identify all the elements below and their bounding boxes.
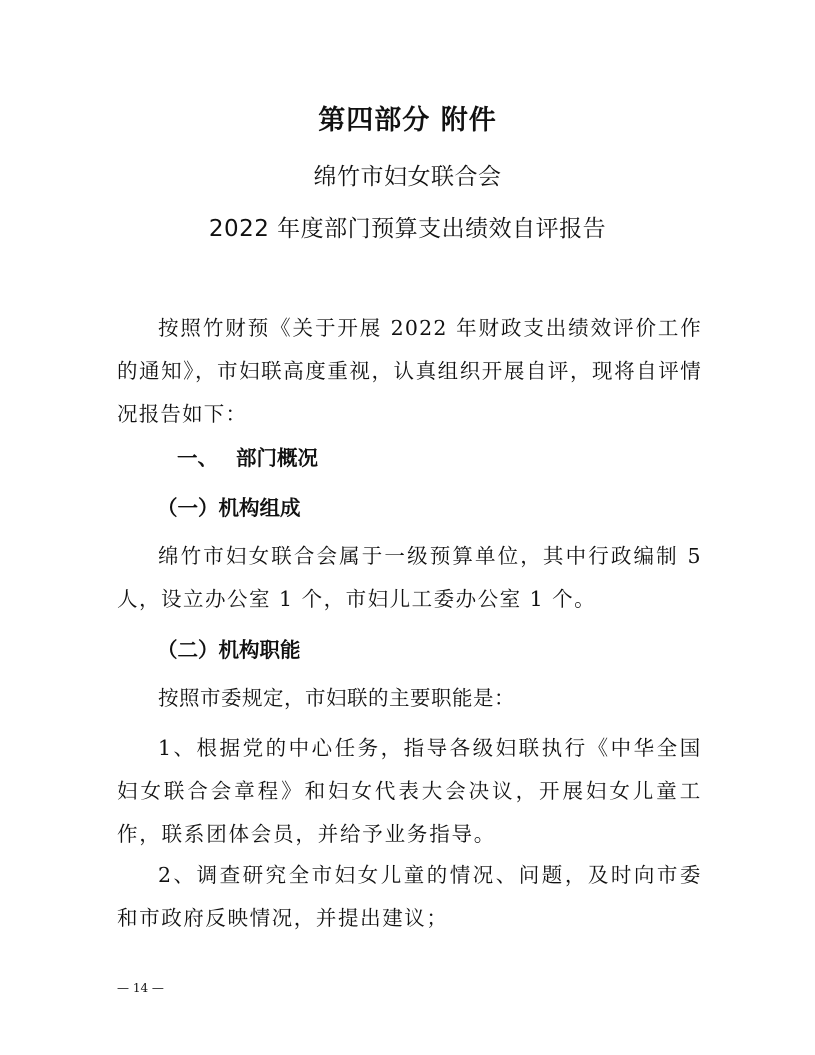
function-item-2: 2、调查研究全市妇女儿童的情况、问题，及时向市委和市政府反映情况，并提出建议； (117, 863, 702, 930)
subsection-heading-composition: （一）机构组成 (157, 496, 301, 520)
page-number: — 14 — (117, 981, 164, 995)
document-title: 第四部分 附件 (318, 105, 497, 136)
functions-intro-paragraph: 按照市委规定，市妇联的主要职能是： (158, 686, 515, 710)
intro-paragraph: 按照竹财预《关于开展 2022 年财政支出绩效评价工作的通知》，市妇联高度重视，认真组织开展自评，现将自评情况报告如下： (117, 316, 702, 426)
report-title: 2022 年度部门预算支出绩效自评报告 (208, 216, 607, 242)
function-item-1: 1、根据党的中心任务，指导各级妇联执行《中华全国妇女联合会章程》和妇女代表大会决议，开展妇女儿童工作，联系团体会员，并给予业务指导。 (117, 736, 702, 846)
section-heading-overview (177, 437, 318, 480)
organization-name: 绵竹市妇女联合会 (313, 164, 502, 190)
section-number: 一、 (177, 446, 218, 470)
subsection-heading-functions: （二）机构职能 (157, 638, 301, 662)
section-title: 部门概况 (236, 446, 318, 470)
composition-paragraph: 绵竹市妇女联合会属于一级预算单位，其中行政编制 5 人，设立办公室 1 个，市妇儿工委办公室 1 个。 (117, 544, 702, 611)
